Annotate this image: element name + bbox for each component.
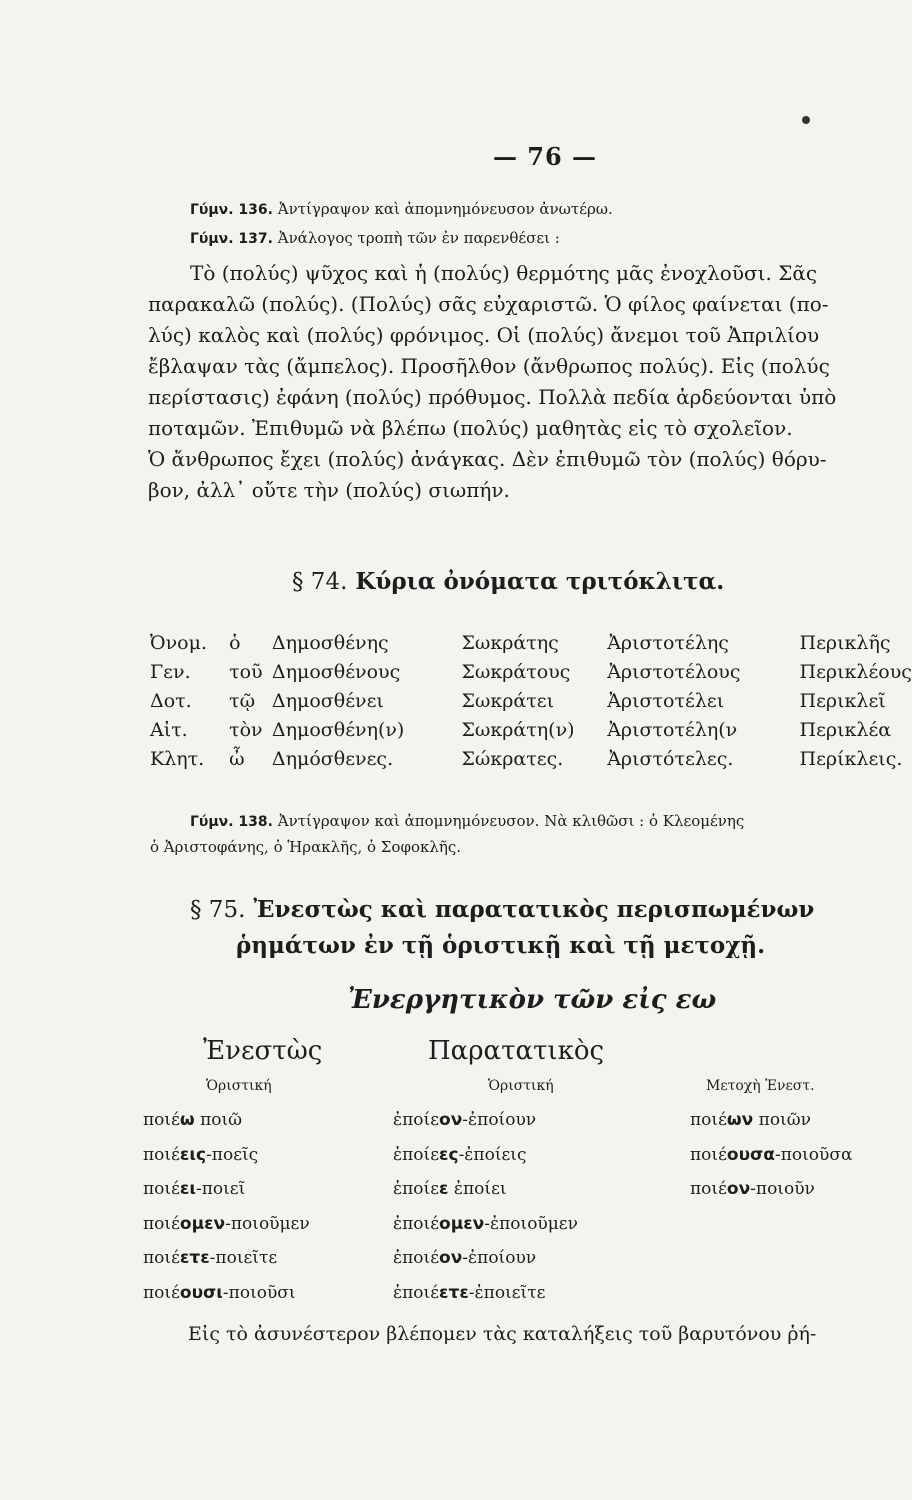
text-line: βον, ἀλλ᾽ οὔτε τὴν (πολύς) σιωπήν. xyxy=(148,478,510,502)
column-heading-imperfect: Παρατατικὸς xyxy=(428,1036,605,1066)
case-label: Κλητ. xyxy=(150,747,205,770)
imperfect-column xyxy=(393,1103,578,1310)
conjugation-form: ἐποιέομεν-ἐποιοῦμεν xyxy=(393,1213,578,1234)
name-form: Περίκλεις. xyxy=(799,747,903,770)
column-heading-present: Ἐνεστὼς xyxy=(203,1036,323,1066)
name-form: Δημοσθένει xyxy=(271,689,384,712)
case-label: Δοτ. xyxy=(150,689,192,712)
exercise-136 xyxy=(190,200,613,218)
present-column xyxy=(143,1103,310,1310)
article: ὁ xyxy=(229,631,241,654)
case-label: Αἰτ. xyxy=(150,718,188,741)
conjugation-form: ποιέετε-ποιεῖτε xyxy=(143,1248,278,1268)
article: ὦ xyxy=(229,747,245,770)
name-form: Σώκρατες. xyxy=(461,747,564,770)
exercise-label: Γύμν. 137. xyxy=(190,231,273,247)
conjugation-form: ἐποιέον-ἐποίουν xyxy=(393,1248,537,1268)
name-form: Περικλῆς xyxy=(799,631,891,654)
conjugation-form: ποιέων ποιῶν xyxy=(690,1110,811,1130)
conjugation-form: ποιέουσι-ποιοῦσι xyxy=(143,1282,296,1303)
name-form: Σωκράτει xyxy=(461,689,555,712)
name-form: Σωκράτη(ν) xyxy=(461,718,575,741)
conjugation-form: ἐποίεε ἐποίει xyxy=(393,1179,507,1199)
name-form: Δημοσθένη(ν) xyxy=(271,718,405,741)
exercise-138-cont xyxy=(150,838,461,856)
section-title: Ἐνεστὼς καὶ παρατατικὸς περισπωμένων xyxy=(253,896,815,923)
exercise-label: Γύμν. 138. xyxy=(190,814,273,830)
text-line: παρακαλῶ (πολύς). (Πολύς) σᾶς εὐχαριστῶ. Ὁ φίλος φαίνεται (πο- xyxy=(148,292,829,316)
conjugation-form: ποιέομεν-ποιοῦμεν xyxy=(143,1213,310,1234)
table-row xyxy=(150,715,912,744)
exercise-138 xyxy=(190,812,744,830)
participle-column xyxy=(690,1103,852,1207)
text-line: ἔβλαψαν τὰς (ἄμπελος). Προσῆλθον (ἄνθρωπος πολύς). Εἰς (πολύς xyxy=(148,354,830,378)
name-form: Σωκράτους xyxy=(461,660,571,683)
conjugation-form: ποιέω ποιῶ xyxy=(143,1110,243,1130)
exercise-text: Ἀντίγραψον καὶ ἀπομνημόνευσον. Νὰ κλιθῶσι : ὁ Κλεομένης xyxy=(277,812,745,830)
conjugation-form: ποιέει-ποιεῖ xyxy=(143,1179,246,1199)
conjugation-form: ποιέεις-ποεῖς xyxy=(143,1144,259,1165)
page-number: — 76 — xyxy=(492,142,598,171)
section-number: § 74. xyxy=(292,569,348,595)
exercise-text: Ἀνάλογος τροπὴ τῶν ἐν παρενθέσει : xyxy=(277,229,560,247)
name-form: Ἀριστότελες. xyxy=(607,747,734,770)
case-label: Γεν. xyxy=(150,660,191,683)
text-line: Τὸ (πολύς) ψῦχος καὶ ἡ (πολύς) θερμότης μᾶς ἐνοχλοῦσι. Σᾶς xyxy=(190,261,818,285)
exercise-137-body xyxy=(148,258,908,506)
exercise-label: Γύμν. 136. xyxy=(190,202,273,218)
name-form: Σωκράτης xyxy=(461,631,559,654)
name-form: Ἀριστοτέλη(ν xyxy=(607,718,738,741)
name-form: Ἀριστοτέλει xyxy=(607,689,725,712)
section-74-heading xyxy=(292,568,724,595)
table-row xyxy=(150,686,912,715)
name-form: Περικλέους xyxy=(799,660,912,683)
name-form: Ἀριστοτέλης xyxy=(607,631,729,654)
table-row xyxy=(150,657,912,686)
conjugation-form: ποιέουσα-ποιοῦσα xyxy=(690,1144,853,1165)
text-line: ποταμῶν. Ἐπιθυμῶ νὰ βλέπω (πολύς) μαθητὰς εἰς τὸ σχολεῖον. xyxy=(148,416,793,440)
exercise-text: ὁ Ἀριστοφάνης, ὁ Ἡρακλῆς, ὁ Σοφοκλῆς. xyxy=(150,838,462,856)
exercise-text: Ἀντίγραψον καὶ ἀπομνημόνευσον ἀνωτέρω. xyxy=(277,200,613,218)
bottom-text-line: Εἰς τὸ ἀσυνέστερον βλέπομεν τὰς καταλήξεις τοῦ βαρυτόνου ῥή- xyxy=(188,1323,817,1345)
sub-heading-participle: Μετοχὴ Ἐνεστ. xyxy=(706,1078,815,1094)
section-title: Κύρια ὀνόματα τριτόκλιτα. xyxy=(355,568,725,595)
name-form: Δημοσθένης xyxy=(271,631,389,654)
article: τῷ xyxy=(229,689,256,712)
name-form: Περικλέα xyxy=(799,718,892,741)
table-row xyxy=(150,628,912,657)
article: τοῦ xyxy=(229,660,263,683)
section-title: ῥημάτων ἐν τῇ ὁριστικῇ καὶ τῇ μετοχῇ. xyxy=(236,932,766,959)
name-form: Δημοσθένους xyxy=(271,660,401,683)
conjugation-form: ἐποίεον-ἐποίουν xyxy=(393,1110,537,1130)
sub-heading-indicative: Ὁριστική xyxy=(206,1078,272,1094)
subsection-title: Ἐνεργητικὸν τῶν εἰς εω xyxy=(348,985,717,1015)
text-line: λύς) καλὸς καὶ (πολύς) φρόνιμος. Οἱ (πολύς) ἄνεμοι τοῦ Ἀπριλίου xyxy=(148,323,820,347)
text-line: Ὁ ἄνθρωπος ἔχει (πολύς) ἀνάγκας. Δὲν ἐπιθυμῶ τὸν (πολύς) θόρυ- xyxy=(148,447,827,471)
conjugation-form: ποιέον-ποιοῦν xyxy=(690,1179,815,1199)
declension-table xyxy=(150,628,912,773)
article: τὸν xyxy=(229,718,263,741)
section-75-heading xyxy=(190,896,814,923)
section-number: § 75. xyxy=(190,897,246,923)
case-label: Ὀνομ. xyxy=(150,631,207,654)
name-form: Ἀριστοτέλους xyxy=(607,660,741,683)
section-75-heading-line2 xyxy=(236,932,765,959)
exercise-137 xyxy=(190,229,560,247)
name-form: Δημόσθενες. xyxy=(271,747,394,770)
sub-heading-indicative: Ὁριστική xyxy=(488,1078,554,1094)
text-line: περίστασις) ἐφάνη (πολύς) πρόθυμος. Πολλὰ πεδία ἀρδεύονται ὑπὸ xyxy=(148,385,837,409)
name-form: Περικλεῖ xyxy=(799,689,886,712)
conjugation-form: ἐποίεες-ἐποίεις xyxy=(393,1144,527,1165)
table-row xyxy=(150,744,912,773)
ink-speck xyxy=(802,116,810,124)
conjugation-form: ἐποιέετε-ἐποιεῖτε xyxy=(393,1282,546,1303)
